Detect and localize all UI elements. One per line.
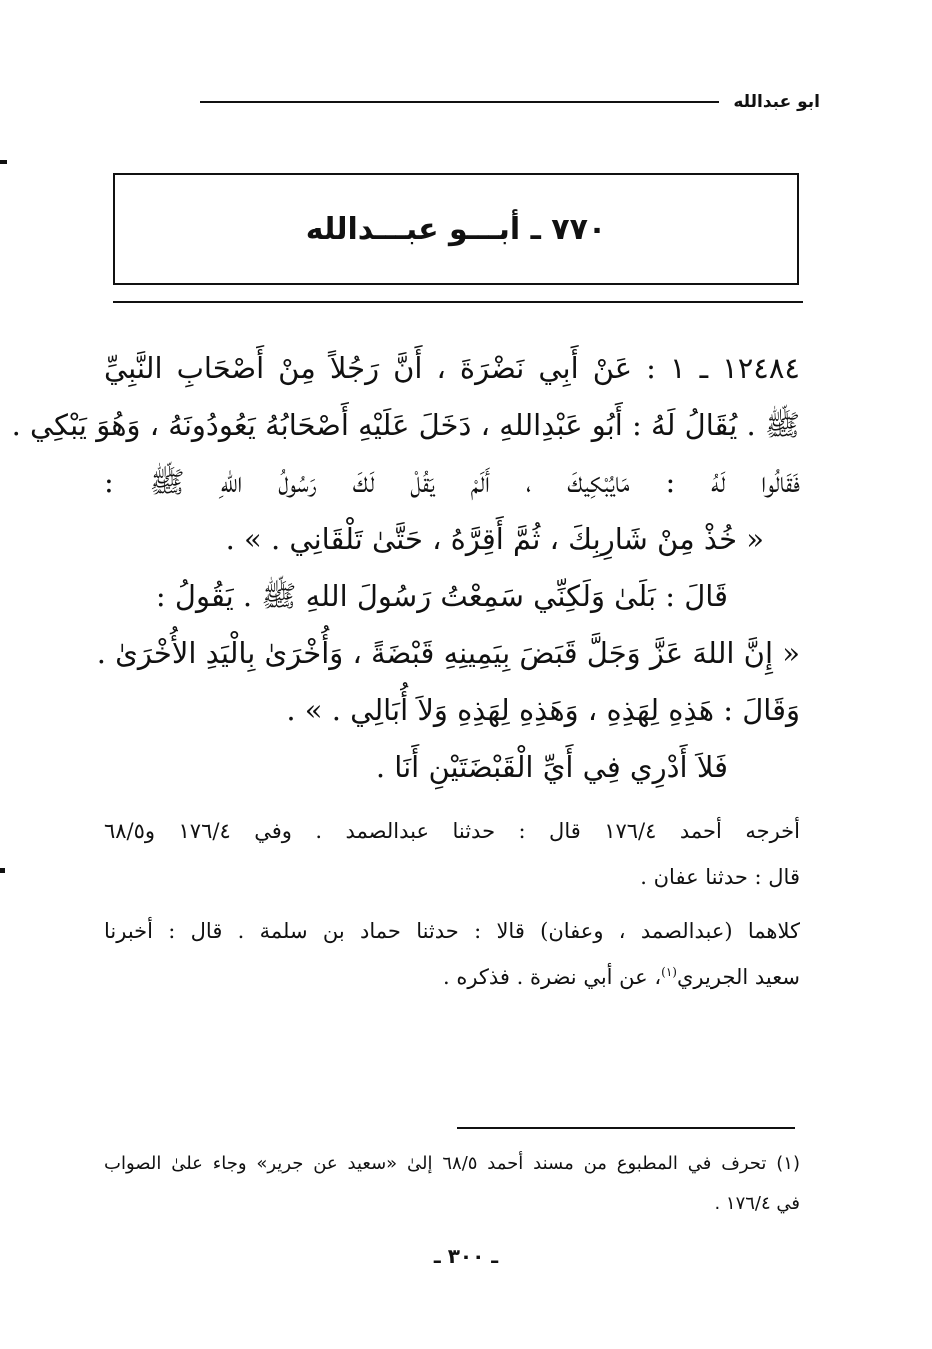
running-header-label: ابو عبدالله	[733, 92, 820, 112]
footnote-divider	[457, 1127, 795, 1129]
footnote-reference: (١)	[661, 965, 677, 979]
takhrij-line: أخرجه أحمد ١٧٦/٤ قال : حدثنا عبدالصمد . وفي ١٧٦/٤ و٦٨/٥	[104, 819, 800, 843]
footnotes	[104, 1144, 800, 1224]
takhrij-section	[104, 808, 800, 1000]
takhrij-line: قال : حدثنا عفان .	[640, 865, 800, 889]
scan-artifact	[0, 868, 5, 873]
entry-title: ٧٧٠ ـ أبـــو عبـــدالله	[305, 211, 607, 247]
running-header	[200, 92, 820, 112]
hadith-text	[11, 340, 801, 796]
footnote-line: في ١٧٦/٤ .	[714, 1193, 800, 1214]
entry-title-box	[113, 173, 799, 285]
hadith-line: وَقَالَ : هَذِهِ لِهَذِهِ ، وَهَذِهِ لِهَذِهِ وَلاَ أُبَالِي . » .	[286, 693, 800, 727]
takhrij-narrator: سعيد الجريري	[676, 965, 800, 989]
scan-artifact	[0, 160, 7, 164]
footnote-line: (١) تحرف في المطبوع من مسند أحمد ٦٨/٥ إلىٰ «سعيد عن جرير» وجاء علىٰ الصواب	[104, 1153, 800, 1174]
title-divider	[113, 301, 803, 303]
takhrij-ending: ، عن أبي نضرة . فذكره .	[442, 965, 662, 989]
running-header-rule	[200, 101, 719, 103]
hadith-line: قَالَ : بَلَىٰ وَلَكِنِّي سَمِعْتُ رَسُولَ اللهِ ﷺ . يَقُولُ :	[155, 579, 728, 613]
hadith-line: « خُذْ مِنْ شَارِبِكَ ، ثُمَّ أَقِرَّهُ ، حَتَّىٰ تَلْقَانِي . » .	[225, 522, 764, 556]
hadith-line: فَقَالُوا لَهُ : مَايُبْكِيكَ ، أَلَمْ يَقُلْ لَكَ رَسُولُ اللهِ ﷺ :	[104, 465, 800, 499]
takhrij-line: كلاهما (عبدالصمد ، وعفان) قالا : حدثنا حماد بن سلمة . قال : أخبرنا	[104, 919, 800, 943]
takhrij-line	[104, 954, 800, 1000]
hadith-line: ﷺ . يُقَالُ لَهُ : أَبُو عَبْدِاللهِ ، دَخَلَ عَلَيْهِ أَصْحَابُهُ يَعُودُونَهُ ، وَهُوَ يَبْكِي .	[11, 408, 800, 442]
hadith-line: « إِنَّ اللهَ عَزَّ وَجَلَّ قَبَضَ بِيَمِينِهِ قَبْضَةً ، وَأُخْرَىٰ بِالْيَدِ الأُخْرَىٰ .	[96, 636, 800, 670]
hadith-line: ١٢٤٨٤ ـ ١ : عَنْ أَبِي نَضْرَةَ ، أَنَّ رَجُلاً مِنْ أَصْحَابِ النَّبِيِّ	[104, 351, 801, 385]
hadith-line: فَلاَ أَدْرِي فِي أَيِّ الْقَبْضَتَيْنِ أَنَا .	[375, 750, 728, 784]
page-number: ـ ٣٠٠ ـ	[433, 1244, 499, 1268]
